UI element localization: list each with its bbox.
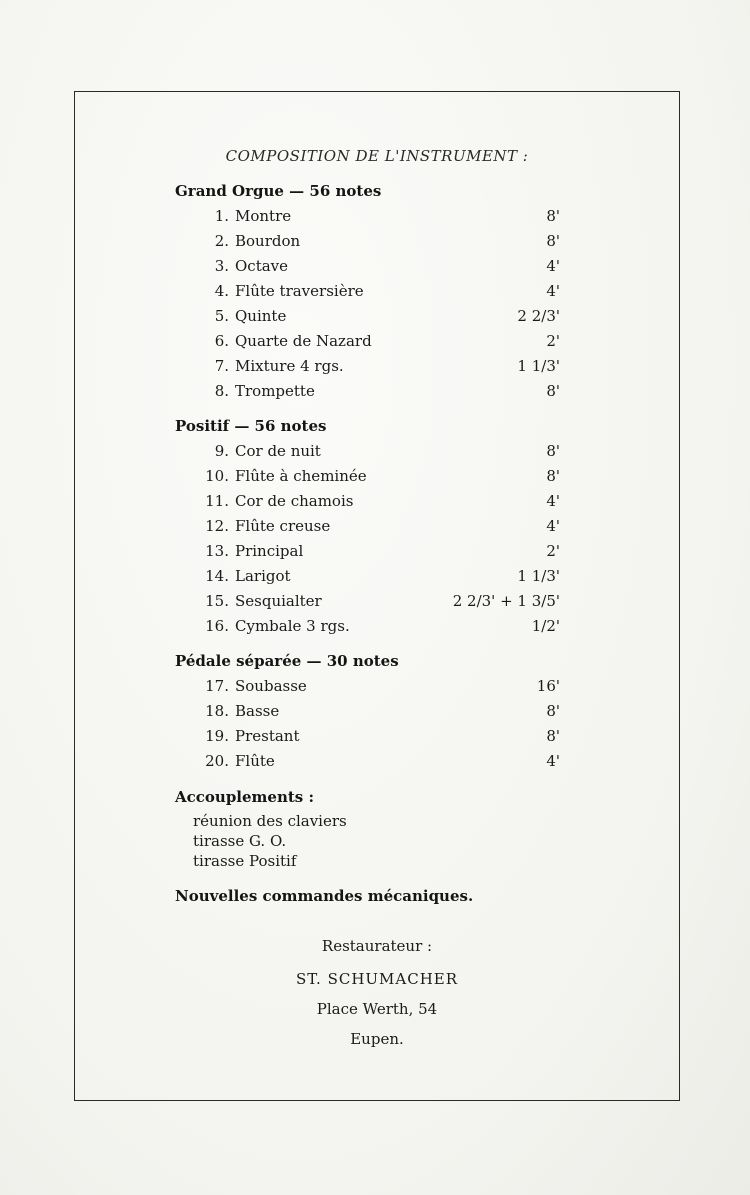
stop-pitch: 4' — [546, 257, 560, 275]
stop-number: 3. — [214, 257, 229, 275]
positif-heading: Positif — 56 notes — [175, 417, 327, 435]
stop-name: Octave — [235, 257, 289, 275]
stop-number: 1. — [214, 207, 229, 225]
stop-name: Principal — [235, 542, 304, 560]
accouplements-heading: Accouplements : — [175, 788, 314, 806]
stop-pitch: 4' — [546, 517, 560, 535]
restaurateur-address: Place Werth, 54 — [316, 1000, 438, 1018]
stop-row — [175, 257, 560, 279]
stop-name: Larigot — [235, 567, 291, 585]
stop-pitch: 8' — [546, 727, 560, 745]
stop-number: 9. — [214, 442, 229, 460]
stop-number: 12. — [205, 517, 229, 535]
stop-row — [175, 702, 560, 724]
stop-pitch: 1/2' — [531, 617, 560, 635]
stop-number: 11. — [205, 492, 229, 510]
stop-pitch: 4' — [546, 492, 560, 510]
restaurateur-name: ST. SCHUMACHER — [295, 970, 459, 988]
stop-number: 20. — [205, 752, 229, 770]
stop-row — [175, 617, 560, 639]
stop-row — [175, 677, 560, 699]
stop-pitch: 4' — [546, 752, 560, 770]
stop-row — [175, 307, 560, 329]
stop-row — [175, 492, 560, 514]
stop-row — [175, 232, 560, 254]
stop-number: 2. — [214, 232, 229, 250]
stop-pitch: 8' — [546, 467, 560, 485]
stop-row — [175, 592, 560, 614]
stop-name: Trompette — [235, 382, 315, 400]
stop-name: Flûte à cheminée — [235, 467, 367, 485]
stop-number: 14. — [205, 567, 229, 585]
stop-name: Flûte traversière — [235, 282, 364, 300]
stop-row — [175, 727, 560, 749]
stop-name: Prestant — [235, 727, 300, 745]
pedale-heading: Pédale séparée — 30 notes — [175, 652, 399, 670]
stop-pitch: 8' — [546, 232, 560, 250]
stop-name: Quinte — [235, 307, 287, 325]
stop-number: 5. — [214, 307, 229, 325]
stop-pitch: 2 2/3' + 1 3/5' — [452, 592, 560, 610]
stop-pitch: 8' — [546, 207, 560, 225]
stop-name: Quarte de Nazard — [235, 332, 372, 350]
stop-number: 15. — [205, 592, 229, 610]
stop-name: Cymbale 3 rgs. — [235, 617, 350, 635]
document-frame — [74, 91, 680, 1101]
stop-pitch: 2' — [546, 542, 560, 560]
stop-row — [175, 542, 560, 564]
stop-row — [175, 752, 560, 774]
stop-number: 6. — [214, 332, 229, 350]
stop-pitch: 1 1/3' — [517, 567, 560, 585]
stop-number: 16. — [205, 617, 229, 635]
stop-number: 8. — [214, 382, 229, 400]
stop-pitch: 2' — [546, 332, 560, 350]
stop-name: Basse — [235, 702, 280, 720]
stop-name: Montre — [235, 207, 292, 225]
stop-pitch: 1 1/3' — [517, 357, 560, 375]
stop-row — [175, 357, 560, 379]
stop-number: 18. — [205, 702, 229, 720]
stop-number: 19. — [205, 727, 229, 745]
document-title: COMPOSITION DE L'INSTRUMENT : — [225, 147, 529, 165]
stop-name: Sesquialter — [235, 592, 322, 610]
stop-pitch: 8' — [546, 442, 560, 460]
stop-number: 10. — [205, 467, 229, 485]
stop-row — [175, 382, 560, 404]
stop-pitch: 16' — [536, 677, 560, 695]
stop-name: Flûte — [235, 752, 275, 770]
stop-pitch: 8' — [546, 702, 560, 720]
accouplement-item: tirasse Positif — [193, 852, 297, 870]
stop-row — [175, 567, 560, 589]
stop-row — [175, 332, 560, 354]
stop-name: Mixture 4 rgs. — [235, 357, 344, 375]
stop-number: 7. — [214, 357, 229, 375]
stop-name: Soubasse — [235, 677, 307, 695]
stop-name: Bourdon — [235, 232, 301, 250]
stop-name: Flûte creuse — [235, 517, 331, 535]
restaurateur-label: Restaurateur : — [321, 937, 433, 955]
grand-orgue-heading: Grand Orgue — 56 notes — [175, 182, 382, 200]
stop-number: 4. — [214, 282, 229, 300]
stop-number: 17. — [205, 677, 229, 695]
stop-row — [175, 467, 560, 489]
stop-name: Cor de nuit — [235, 442, 321, 460]
stop-pitch: 4' — [546, 282, 560, 300]
commandes-note: Nouvelles commandes mécaniques. — [175, 887, 474, 905]
stop-row — [175, 442, 560, 464]
stop-row — [175, 517, 560, 539]
stop-number: 13. — [205, 542, 229, 560]
accouplement-item: réunion des claviers — [193, 812, 347, 830]
stop-row — [175, 282, 560, 304]
stop-pitch: 2 2/3' — [517, 307, 560, 325]
stop-row — [175, 207, 560, 229]
restaurateur-city: Eupen. — [350, 1030, 404, 1048]
document-body — [75, 92, 679, 1100]
stop-name: Cor de chamois — [235, 492, 354, 510]
stop-pitch: 8' — [546, 382, 560, 400]
accouplement-item: tirasse G. O. — [193, 832, 287, 850]
